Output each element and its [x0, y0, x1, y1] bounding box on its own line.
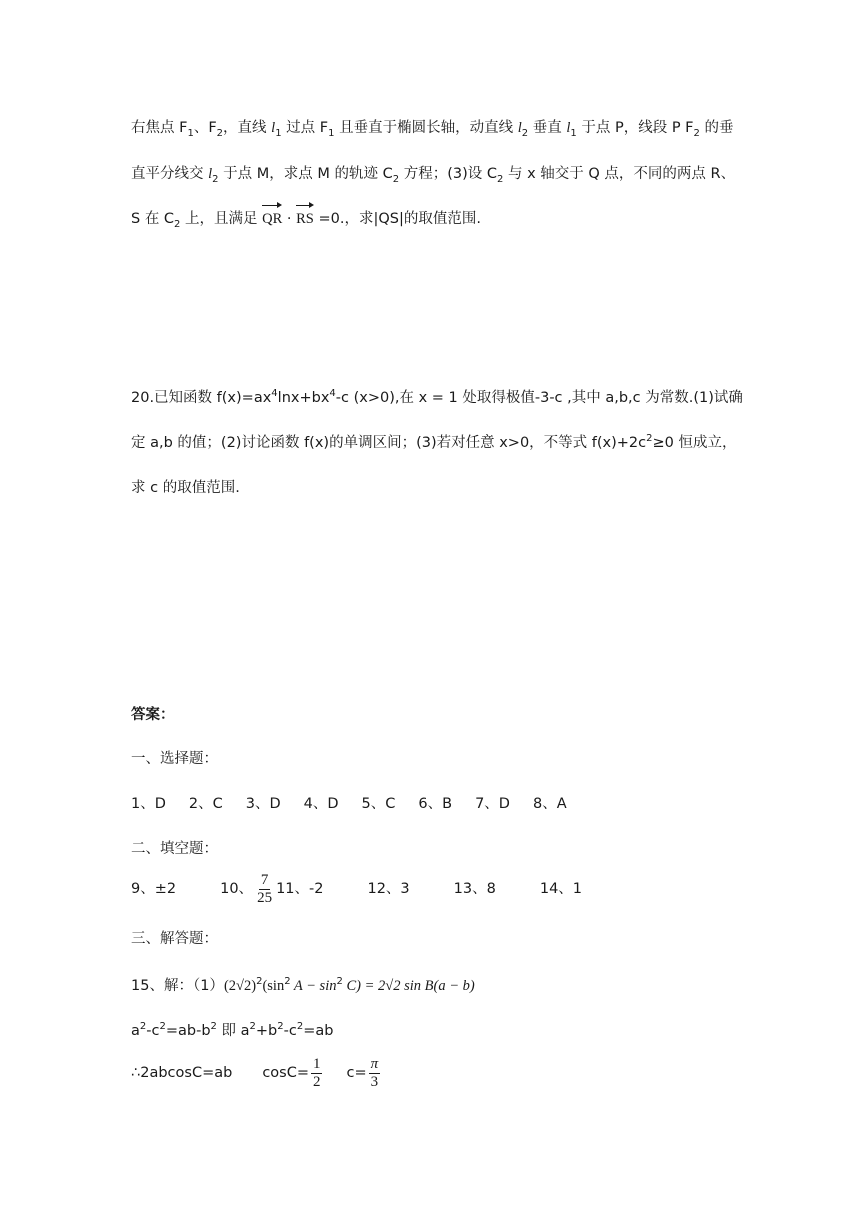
q20-line2: [131, 432, 736, 454]
section-solution-heading: [131, 928, 218, 950]
text: 20.已知函数 f(x)=ax: [131, 390, 272, 406]
section-fill-heading: [131, 838, 218, 860]
section-choice-heading: [131, 748, 218, 770]
text: -c: [146, 1023, 160, 1039]
text: cosC=: [262, 1065, 309, 1081]
text: lnx+bx: [277, 390, 330, 406]
subscript: 1: [275, 127, 282, 139]
heading: 二、填空题：: [131, 841, 218, 857]
text: 求 c 的取值范围.: [131, 480, 240, 496]
math: C) = 2√2 sin B(a − b): [342, 978, 475, 994]
heading: 答案：: [131, 707, 175, 723]
vector-rs: RS: [296, 208, 314, 230]
line-symbol: l: [271, 120, 276, 136]
fill-answer-12: 12、3: [367, 881, 410, 897]
q15-line2: [131, 1020, 333, 1042]
heading: 三、解答题：: [131, 931, 218, 947]
text: +b: [255, 1023, 278, 1039]
dot-operator: ·: [282, 211, 297, 227]
text: 于点 P，线段 P F: [576, 120, 694, 136]
heading: 一、选择题：: [131, 751, 218, 767]
subscript: 2: [496, 173, 504, 185]
text: 的垂: [699, 120, 734, 136]
text: a: [131, 1023, 140, 1039]
fill-answer-13: 13、8: [453, 881, 496, 897]
subscript: 2: [521, 127, 529, 139]
text: ，直线: [223, 120, 272, 136]
numerator: 7: [260, 871, 269, 888]
subscript: 1: [328, 127, 335, 139]
text: 且垂直于椭圆长轴，动直线: [334, 120, 518, 136]
text: 定 a,b 的值；(2)讨论函数 f(x)的单调区间；(3)若对任意 x>0，不等式 f(x)+2c: [131, 435, 647, 451]
q15-equation-line: [131, 975, 475, 997]
text: 方程；(3)设 C: [399, 166, 497, 182]
choice-answer: 5、C: [361, 796, 396, 812]
fill-answers: [131, 869, 582, 909]
answers-title: [131, 704, 175, 726]
text: c=: [346, 1065, 367, 1081]
fill-answer-11: 11、-2: [276, 881, 324, 897]
q19-line3: [131, 208, 481, 230]
subscript: 1: [570, 127, 577, 139]
superscript: 2: [646, 433, 653, 445]
superscript: 2: [159, 1021, 166, 1033]
text: 、F: [193, 120, 217, 136]
abs-qs: |QS|: [373, 211, 404, 227]
text: =ab: [303, 1023, 334, 1039]
superscript: 4: [271, 388, 278, 400]
fraction: [255, 872, 274, 907]
denominator: 3: [370, 1073, 379, 1090]
fraction: [311, 1056, 323, 1091]
subscript: 2: [216, 127, 224, 139]
text: 上，且满足: [180, 211, 263, 227]
subscript: 2: [392, 173, 400, 185]
text: -c: [283, 1023, 297, 1039]
text: S 在 C: [131, 211, 175, 227]
text: ∴2abcosC=ab: [131, 1065, 233, 1081]
superscript: 2: [210, 1021, 217, 1033]
superscript: 2: [256, 976, 263, 988]
fill-answer-10-label: 10、: [220, 881, 254, 897]
choice-answer: 2、C: [188, 796, 223, 812]
choice-answer: 4、D: [303, 796, 339, 812]
math: (sin: [262, 978, 285, 994]
denominator: 2: [312, 1073, 321, 1090]
text: =0.，求: [313, 211, 374, 227]
superscript: 2: [249, 1021, 256, 1033]
text: 直平分线交: [131, 166, 209, 182]
subscript: 2: [693, 127, 700, 139]
fill-answer-9: 9、±2: [131, 881, 177, 897]
text: 与 x 轴交于 Q 点，不同的两点 R、: [503, 166, 736, 182]
subscript: 1: [187, 127, 194, 139]
q20-line3: [131, 477, 240, 499]
text: 于点 M，求点 M 的轨迹 C: [218, 166, 393, 182]
subscript: 2: [212, 173, 219, 185]
choice-answers: [131, 793, 567, 815]
q20-line1: [131, 387, 743, 409]
superscript: 2: [277, 1021, 284, 1033]
superscript: 2: [336, 976, 343, 988]
superscript: 4: [329, 388, 336, 400]
text: 的取值范围.: [403, 211, 481, 227]
q19-line2: [131, 163, 735, 185]
line-symbol: l: [517, 120, 522, 136]
choice-answer: 8、A: [532, 796, 567, 812]
choice-answer: 3、D: [245, 796, 281, 812]
subscript: 2: [174, 218, 181, 230]
denominator: 25: [257, 889, 273, 906]
q19-line1: [131, 117, 734, 139]
superscript: 2: [284, 976, 291, 988]
line-symbol: l: [208, 166, 213, 182]
text: ≥0 恒成立，: [652, 435, 737, 451]
text: 即 a: [216, 1023, 250, 1039]
math: (2√2): [223, 978, 257, 994]
text: 15、解：（1）: [131, 978, 224, 994]
choice-answer: 7、D: [475, 796, 510, 812]
text: -c (x>0),在 x = 1 处取得极值-3-c ,其中 a,b,c 为常数.(1)试确: [335, 390, 743, 406]
math: A − sin: [290, 978, 337, 994]
numerator: 1: [312, 1055, 321, 1072]
text: =ab-b: [165, 1023, 211, 1039]
choice-answer: 1、D: [131, 796, 166, 812]
line-symbol: l: [566, 120, 571, 136]
q15-line3: [131, 1053, 382, 1093]
superscript: 2: [296, 1021, 304, 1033]
fill-answer-14: 14、1: [539, 881, 583, 897]
vector-qr: QR: [262, 208, 282, 230]
text: 右焦点 F: [131, 120, 188, 136]
choice-answer: 6、B: [418, 796, 453, 812]
numerator: π: [370, 1055, 379, 1072]
text: 过点 F: [281, 120, 329, 136]
fraction: [369, 1056, 381, 1091]
text: 垂直: [528, 120, 567, 136]
superscript: 2: [139, 1021, 147, 1033]
